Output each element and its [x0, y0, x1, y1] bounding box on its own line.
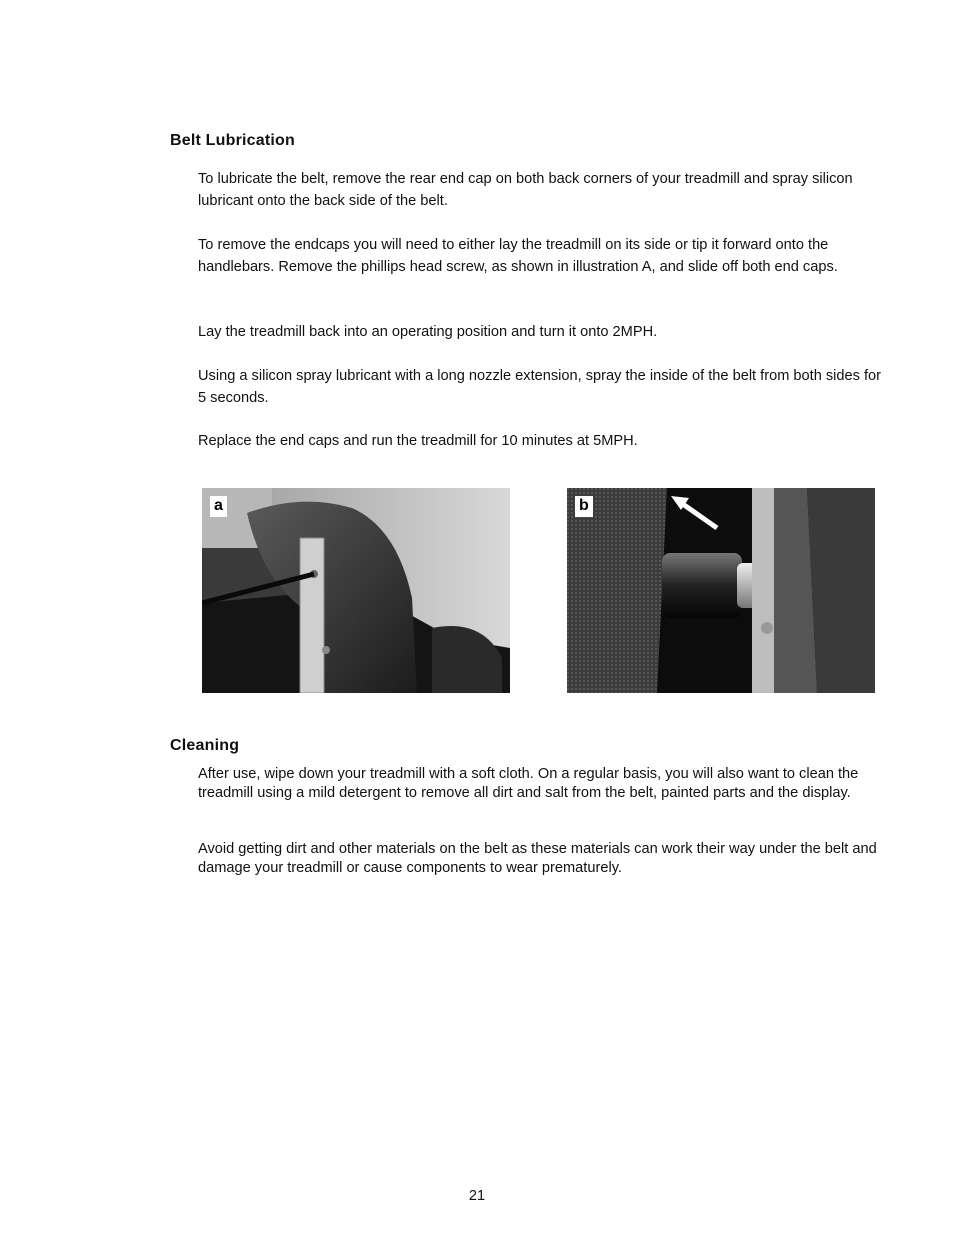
belt-lubrication-paragraph-1: To lubricate the belt, remove the rear end cap on both back corners of your treadmill and spray silicon lubricant onto the back side of the belt. [198, 171, 853, 209]
page-number: 21 [468, 1188, 486, 1204]
cleaning-paragraph-2: Avoid getting dirt and other materials on the belt as these materials can work their way under the belt and damage your treadmill or cause components to wear prematurely. [198, 841, 877, 876]
cleaning-paragraph-1: After use, wipe down your treadmill with a soft cloth. On a regular basis, you will also want to clean the treadmill using a mild detergent to remove all dirt and salt from the belt, painted parts and the display. [198, 766, 859, 801]
illustration-a-label: a [210, 496, 227, 517]
endcap-screw-photo-image [202, 488, 510, 693]
belt-lubrication-paragraph-2: To remove the endcaps you will need to either lay the treadmill on its side or tip it forward onto the handlebars. Remove the phillips head screw, as shown in illustration A, and slide off both end caps. [198, 237, 838, 275]
cleaning-heading: Cleaning [170, 737, 240, 754]
illustration-b-photo [567, 488, 875, 693]
belt-lubrication-heading: Belt Lubrication [170, 132, 295, 149]
illustration-b-label: b [575, 496, 593, 517]
belt-roller-photo-image [567, 488, 875, 693]
belt-lubrication-paragraph-3: Lay the treadmill back into an operating position and turn it onto 2MPH. [198, 324, 658, 340]
belt-lubrication-paragraph-4: Using a silicon spray lubricant with a long nozzle extension, spray the inside of the belt from both sides for 5 seconds. [198, 368, 882, 406]
illustration-a-photo [202, 488, 510, 693]
belt-lubrication-paragraph-5: Replace the end caps and run the treadmill for 10 minutes at 5MPH. [198, 433, 638, 449]
